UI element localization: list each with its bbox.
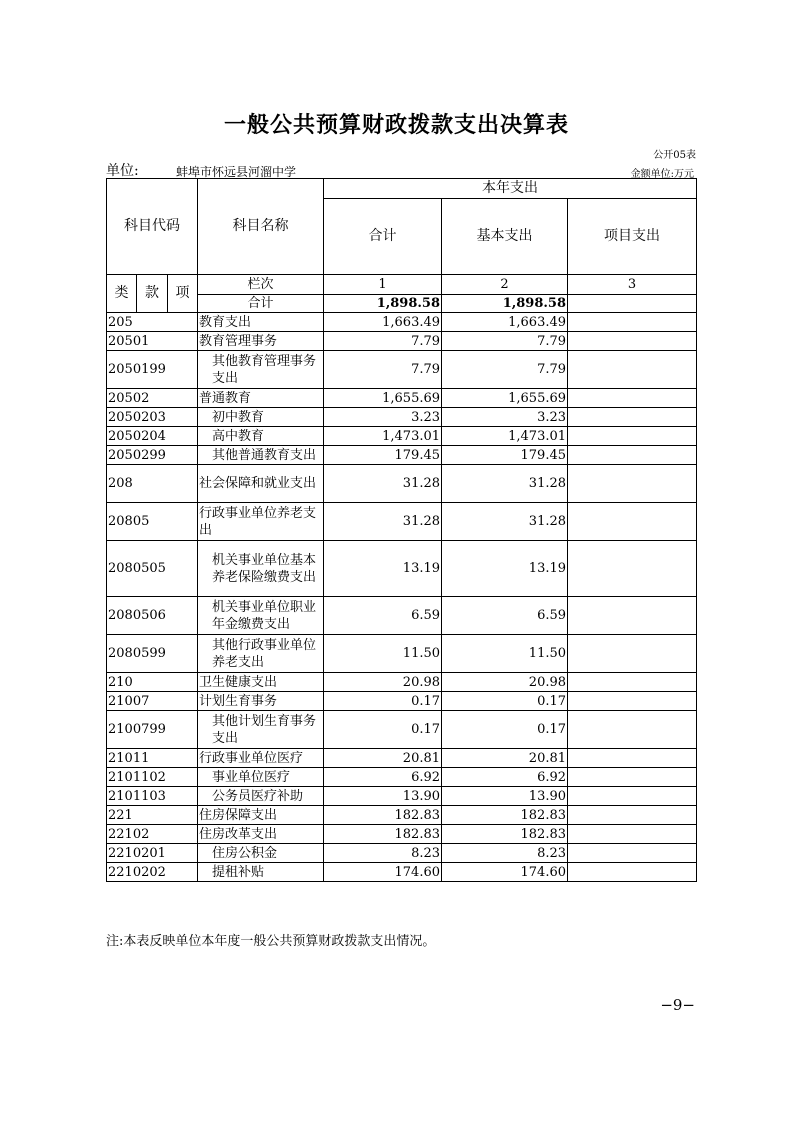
header-basic: 基本支出 <box>442 199 568 275</box>
row-code: 21007 <box>107 692 198 711</box>
row-name: 提租补贴 <box>198 863 324 882</box>
table-row <box>107 313 697 332</box>
table-row <box>107 389 697 408</box>
row-basic: 6.59 <box>442 597 568 635</box>
row-name: 其他行政事业单位养老支出 <box>198 635 324 673</box>
row-name: 住房改革支出 <box>198 825 324 844</box>
row-code: 205 <box>107 313 198 332</box>
row-project <box>568 692 697 711</box>
row-code: 21011 <box>107 749 198 768</box>
row-name: 行政事业单位养老支出 <box>198 503 324 541</box>
row-total: 6.92 <box>324 768 442 787</box>
row-project <box>568 787 697 806</box>
row-total: 0.17 <box>324 711 442 749</box>
header-total: 合计 <box>324 199 442 275</box>
header-column-no: 栏次 <box>198 275 324 295</box>
row-name: 其他教育管理事务支出 <box>198 351 324 389</box>
row-code: 2050299 <box>107 446 198 465</box>
row-basic: 20.98 <box>442 673 568 692</box>
col-index-3: 3 <box>568 275 697 295</box>
row-basic: 13.19 <box>442 541 568 597</box>
row-name: 高中教育 <box>198 427 324 446</box>
table-row <box>107 825 697 844</box>
row-name: 普通教育 <box>198 389 324 408</box>
row-project <box>568 503 697 541</box>
row-name: 卫生健康支出 <box>198 673 324 692</box>
money-unit: 金额单位:万元 <box>630 169 694 180</box>
row-name: 事业单位医疗 <box>198 768 324 787</box>
sum-total: 1,898.58 <box>324 295 442 313</box>
row-total: 7.79 <box>324 332 442 351</box>
row-project <box>568 635 697 673</box>
row-basic: 31.28 <box>442 503 568 541</box>
footnote: 注:本表反映单位本年度一般公共预算财政拨款支出情况。 <box>106 934 436 949</box>
row-project <box>568 332 697 351</box>
row-basic: 3.23 <box>442 408 568 427</box>
row-name: 住房保障支出 <box>198 806 324 825</box>
row-total: 11.50 <box>324 635 442 673</box>
row-code: 2050204 <box>107 427 198 446</box>
row-project <box>568 806 697 825</box>
row-basic: 182.83 <box>442 806 568 825</box>
row-total: 6.59 <box>324 597 442 635</box>
page-number: −9− <box>660 996 695 1014</box>
row-total: 179.45 <box>324 446 442 465</box>
row-code: 2100799 <box>107 711 198 749</box>
row-project <box>568 313 697 332</box>
header-xiang: 项 <box>168 275 198 313</box>
row-project <box>568 711 697 749</box>
row-project <box>568 351 697 389</box>
row-project <box>568 389 697 408</box>
unit-label: 单位: <box>106 163 139 179</box>
row-basic: 13.90 <box>442 787 568 806</box>
row-total: 7.79 <box>324 351 442 389</box>
row-code: 22102 <box>107 825 198 844</box>
row-basic: 31.28 <box>442 465 568 503</box>
header-name: 科目名称 <box>198 179 324 275</box>
row-basic: 0.17 <box>442 711 568 749</box>
row-name: 社会保障和就业支出 <box>198 465 324 503</box>
row-basic: 11.50 <box>442 635 568 673</box>
header-lei: 类 <box>107 275 137 313</box>
row-name: 其他普通教育支出 <box>198 446 324 465</box>
table-row <box>107 806 697 825</box>
row-total: 3.23 <box>324 408 442 427</box>
row-total: 13.19 <box>324 541 442 597</box>
header-code: 科目代码 <box>107 179 198 275</box>
row-project <box>568 749 697 768</box>
row-name: 初中教育 <box>198 408 324 427</box>
row-name: 公务员医疗补助 <box>198 787 324 806</box>
table-row <box>107 844 697 863</box>
row-name: 计划生育事务 <box>198 692 324 711</box>
table-row <box>107 692 697 711</box>
row-project <box>568 768 697 787</box>
row-total: 13.90 <box>324 787 442 806</box>
col-index-2: 2 <box>442 275 568 295</box>
row-total: 1,663.49 <box>324 313 442 332</box>
row-total: 174.60 <box>324 863 442 882</box>
row-total: 31.28 <box>324 465 442 503</box>
table-row <box>107 446 697 465</box>
row-project <box>568 465 697 503</box>
row-total: 182.83 <box>324 806 442 825</box>
row-name: 行政事业单位医疗 <box>198 749 324 768</box>
row-code: 2080505 <box>107 541 198 597</box>
row-name: 机关事业单位基本养老保险缴费支出 <box>198 541 324 597</box>
row-code: 20501 <box>107 332 198 351</box>
row-basic: 7.79 <box>442 332 568 351</box>
row-total: 20.98 <box>324 673 442 692</box>
row-basic: 174.60 <box>442 863 568 882</box>
row-basic: 179.45 <box>442 446 568 465</box>
row-basic: 182.83 <box>442 825 568 844</box>
row-total: 182.83 <box>324 825 442 844</box>
sum-project <box>568 295 697 313</box>
row-project <box>568 541 697 597</box>
header-kuan: 款 <box>137 275 168 313</box>
row-project <box>568 597 697 635</box>
unit-name: 蚌埠市怀远县河溜中学 <box>176 165 297 179</box>
header-project: 项目支出 <box>568 199 697 275</box>
table-row <box>107 332 697 351</box>
row-code: 2050199 <box>107 351 198 389</box>
row-project <box>568 825 697 844</box>
row-project <box>568 673 697 692</box>
row-code: 210 <box>107 673 198 692</box>
row-code: 208 <box>107 465 198 503</box>
table-row <box>107 787 697 806</box>
row-code: 2101103 <box>107 787 198 806</box>
row-basic: 6.92 <box>442 768 568 787</box>
row-name: 教育支出 <box>198 313 324 332</box>
row-name: 住房公积金 <box>198 844 324 863</box>
row-code: 2080599 <box>107 635 198 673</box>
row-total: 1,655.69 <box>324 389 442 408</box>
row-project <box>568 427 697 446</box>
table-row <box>107 711 697 749</box>
row-basic: 1,663.49 <box>442 313 568 332</box>
row-basic: 0.17 <box>442 692 568 711</box>
row-code: 221 <box>107 806 198 825</box>
row-basic: 7.79 <box>442 351 568 389</box>
row-basic: 1,473.01 <box>442 427 568 446</box>
row-code: 2210201 <box>107 844 198 863</box>
row-code: 2210202 <box>107 863 198 882</box>
header-current-year: 本年支出 <box>324 179 697 199</box>
table-row <box>107 465 697 503</box>
col-index-1: 1 <box>324 275 442 295</box>
table-row <box>107 863 697 882</box>
table-row <box>107 427 697 446</box>
row-total: 0.17 <box>324 692 442 711</box>
row-total: 8.23 <box>324 844 442 863</box>
table-row <box>107 408 697 427</box>
row-total: 20.81 <box>324 749 442 768</box>
form-tag: 公开05表 <box>653 150 696 161</box>
table-row <box>107 768 697 787</box>
row-total: 1,473.01 <box>324 427 442 446</box>
sum-basic: 1,898.58 <box>442 295 568 313</box>
row-code: 2050203 <box>107 408 198 427</box>
row-total: 31.28 <box>324 503 442 541</box>
row-code: 20805 <box>107 503 198 541</box>
table-row <box>107 635 697 673</box>
table-row <box>107 673 697 692</box>
table-row <box>107 541 697 597</box>
row-code: 20502 <box>107 389 198 408</box>
sum-label: 合计 <box>198 295 324 313</box>
row-name: 机关事业单位职业年金缴费支出 <box>198 597 324 635</box>
row-project <box>568 863 697 882</box>
row-basic: 1,655.69 <box>442 389 568 408</box>
expenditure-table <box>106 178 697 882</box>
row-basic: 20.81 <box>442 749 568 768</box>
row-project <box>568 408 697 427</box>
row-name: 教育管理事务 <box>198 332 324 351</box>
table-row <box>107 351 697 389</box>
row-code: 2080506 <box>107 597 198 635</box>
table-row <box>107 749 697 768</box>
row-basic: 8.23 <box>442 844 568 863</box>
row-project <box>568 446 697 465</box>
row-project <box>568 844 697 863</box>
table-row <box>107 503 697 541</box>
table-row <box>107 597 697 635</box>
row-code: 2101102 <box>107 768 198 787</box>
page-title: 一般公共预算财政拨款支出决算表 <box>223 113 569 138</box>
row-name: 其他计划生育事务支出 <box>198 711 324 749</box>
